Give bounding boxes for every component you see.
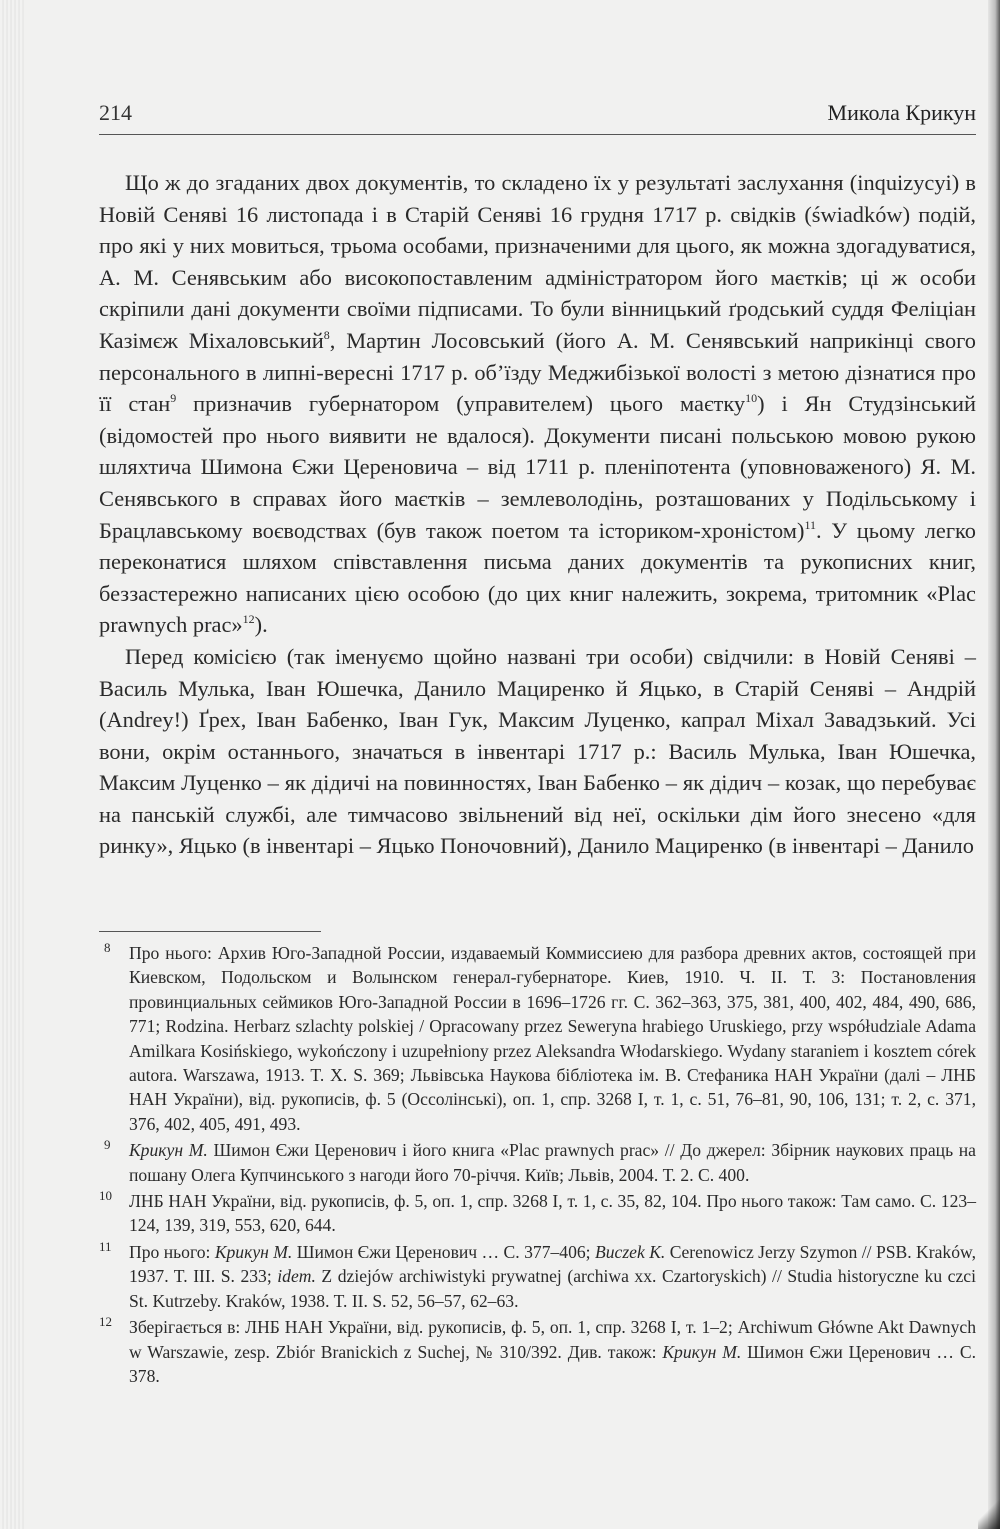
footnote (99, 1315, 976, 1388)
text-run: Cerenowicz Jerzy Szymon // PSB. Kraków, 1937. T. III. S. 233; (129, 1241, 976, 1287)
italic-author: Крикун М. (129, 1140, 208, 1161)
text-run: ) і Ян Студзінський (відомостей про нього виявити не вдалося). Документи писані польською мовою рукою шляхтича Шимона Єжи Цереновича – від 1711 р. пленіпотента (уповноваженого) Я. М. Сенявського в справах його маєтків – землеволодінь, розташованих у Подільському і Брацлавському воєводствах (був також поетом та істориком-хроністом) (99, 391, 976, 543)
main-text (99, 167, 976, 862)
corner-shadow (978, 1489, 1000, 1529)
italic-author: Buczek K. (594, 1241, 666, 1262)
italic-author: Крикун М. (662, 1341, 742, 1362)
footnote-number: 11 (99, 1238, 112, 1254)
footnote-reference[interactable]: 12 (242, 612, 255, 627)
footnote-number: 12 (99, 1314, 112, 1330)
text-run: Перед комісією (так іменуємо щойно названі три особи) свідчили: в Новій Сеняві – Василь Мулька, Іван Юшечка, Данило Мациренко й Яцько, в Старій Сеняві – Андрій (Andrey!) Ґрех, Іван Бабенко, Іван Гук, Максим Луценко, капрал Міхал Завадзький. Усі вони, окрім останнього, значаться в інвентарі 1717 р.: Василь Мулька, Іван Юшечка, Максим Луценко – як дідичі на повинностях, Іван Бабенко – як дідич – козак, що перебуває на панській службі, але тимчасово звільнений від неї, оскільки дім його знесено «для ринку», Яцько (в інвентарі – Яцько Поночовний), Данило Мациренко (в інвентарі – Данило (99, 643, 976, 859)
text-run: Про нього: (129, 1241, 215, 1262)
text-run: . У цьому легко переконатися шляхом співставлення письма даних документів та рукописних книг, беззастережно написаних цією особою (до цих книг належить, зокрема, тритомник «Plac prawnych prac» (99, 517, 976, 638)
page-number: 214 (99, 100, 132, 125)
footnote-reference[interactable]: 11 (804, 517, 816, 532)
text-run: Про нього: Архив Юго-Западной России, издаваемый Коммиссиею для разбора древних актов, состоящей при Киевском, Подольском и Волынском генерал-губернаторе. Киев, 1910. Ч. II. Т. 3: Постановления провинциальных сеймиков Юго-Западной России в 1696–1726 гг. С. 362–363, 375, 381, 400, 402, 484, 490, 686, 771; Rodzina. Herbarz szlachty polskiej / Opracowany przez Seweryna hrabiego Uruskiego, przy współudziale Adama Amilkara Kosińskiego, wykończony i uzupełniony przez Aleksandra Włodarskiego. Wydany staraniem i kosztem córek autora. Warszawa, 1913. T. X. S. 369; Львівська Наукова бібліотека ім. В. Стефаника НАН України (далі – ЛНБ НАН України), від. рукописів, ф. 5 (Оссолінські), оп. 1, спр. 3268 I, т. 1, с. 51, 76–81, 90, 106, 131; т. 2, с. 371, 376, 402, 405, 491, 493. (129, 943, 976, 1134)
paragraph (99, 641, 976, 862)
footnotes (99, 941, 976, 1390)
footnote-reference[interactable]: 9 (170, 391, 177, 406)
text-run: Зберігається в: ЛНБ НАН України, від. рукописів, ф. 5, оп. 1, спр. 3268 I, т. 1–2; Archiwum Główne Akt Dawnych w Warszawie, zesp. Zbiór Branickich z Suchej, № 310/392. Див. також: (129, 1317, 976, 1362)
italic-author: Крикун М. (214, 1241, 293, 1262)
footnote-reference[interactable]: 8 (323, 327, 330, 342)
page-stack-edge (0, 0, 24, 1529)
text-run: Що ж до згаданих двох документів, то складено їх у результаті заслухання (inquizycyi) в Новій Сеняві 16 листопада і в Старій Сеняві 16 грудня 1717 р. свідків (świadków) подій, про які у них мовиться, трьома особами, призначеними для цього, як можна здогадуватися, А. М. Сенявським або високопоставленим адміністратором його маєтків; ці ж особи скріпили дані документи своїми підписами. То були вінницький ґродський суддя Феліціан Казімєж Міхаловський (99, 170, 976, 353)
page-header (99, 96, 976, 135)
text-run: ЛНБ НАН України, від. рукописів, ф. 5, оп. 1, спр. 3268 I, т. 1, с. 35, 82, 104. Про нього також: Там само. С. 123–124, 139, 319, 553, 620, 644. (129, 1191, 976, 1236)
text-run: Шимон Єжи Церенович … С. 377–406; (292, 1241, 595, 1262)
footnote-number: 8 (104, 940, 111, 955)
text-run: призначив губернатором (управителем) цього маєтку (176, 391, 746, 417)
binding-shadow (988, 0, 1000, 1529)
footnote (99, 1240, 976, 1313)
text-run: ). (254, 612, 268, 638)
footnote-number: 10 (99, 1188, 112, 1204)
text-run: , Мартин Лосовський (його А. М. Сенявський наприкінці свого персонального в липні-вересні 1717 р. об’їзду Меджибізької волості з метою дізнатися про її стан (99, 327, 976, 417)
paragraph (99, 167, 976, 641)
footnote (99, 1138, 976, 1187)
footnote (99, 1189, 976, 1238)
text-run: Шимон Єжи Церенович і його книга «Plac prawnych prac» // До джерел: Збірник наукових праць на пошану Олега Купчинського з нагоди його 70-річчя. Київ; Львів, 2004. Т. 2. С. 400. (129, 1140, 976, 1185)
footnote-reference[interactable]: 10 (745, 391, 758, 406)
footnote-number: 9 (104, 1137, 111, 1153)
running-head-author: Микола Крикун (827, 100, 976, 125)
italic-author: idem. (277, 1266, 316, 1287)
text-run: Z dziejów archiwistyki prywatnej (archiwa xx. Czartoryskich) // Studia historyczne ku czci St. Kutrzeby. Kraków, 1938. T. II. S. 52, 56–57, 62–63. (129, 1266, 976, 1311)
footnote (99, 941, 976, 1136)
footnote-divider (99, 931, 321, 932)
text-run: Шимон Єжи Церенович … С. 378. (129, 1341, 976, 1386)
